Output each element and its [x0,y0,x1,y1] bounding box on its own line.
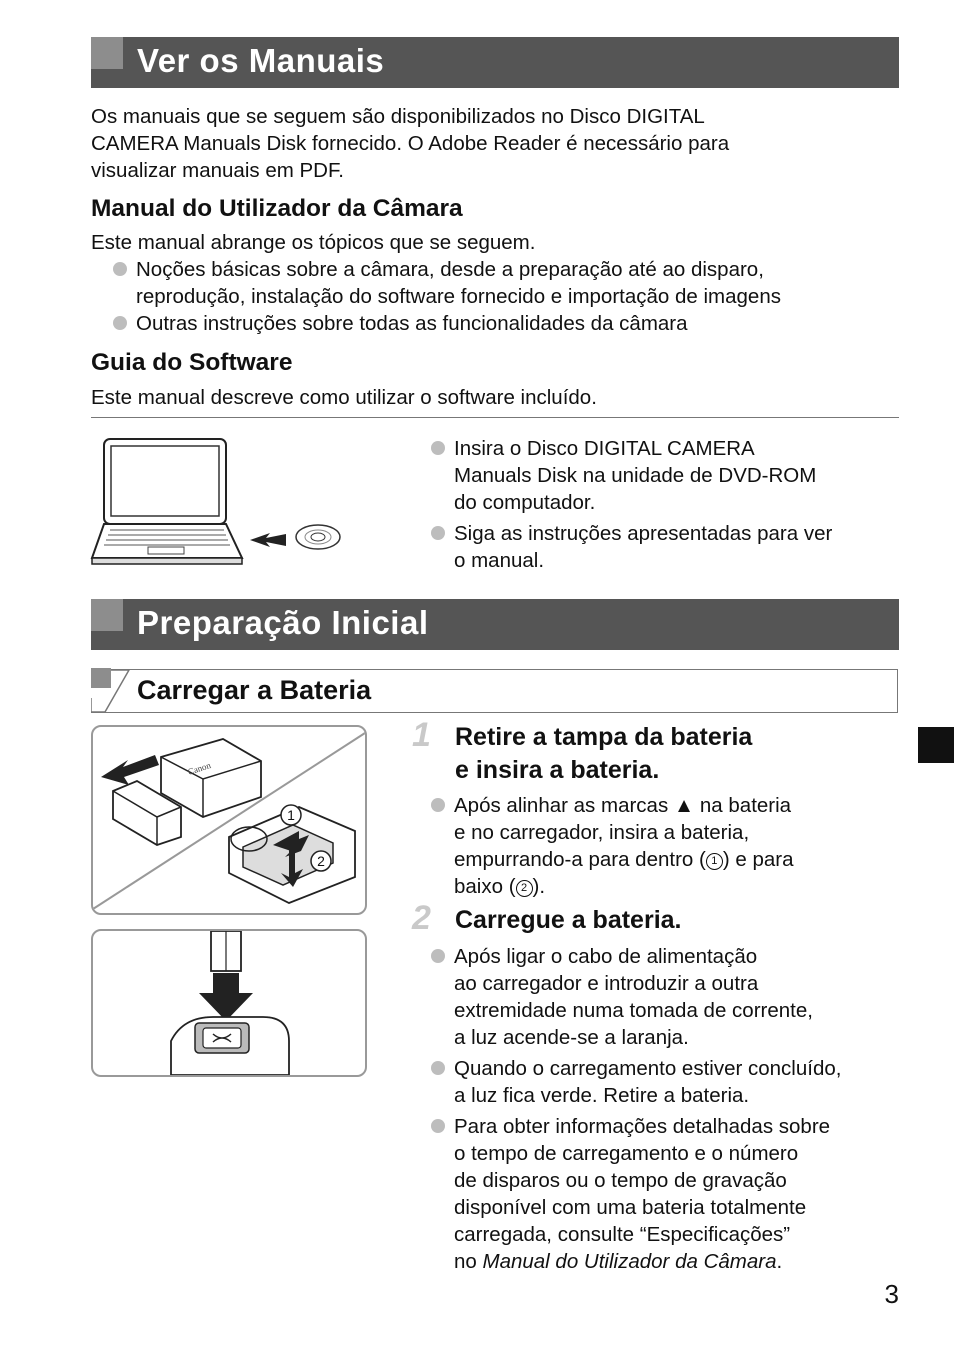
manual-heading: Manual do Utilizador da Câmara [91,195,463,222]
step-2-bullets [428,943,918,1275]
software-desc: Este manual descreve como utilizar o software incluído. [91,386,597,409]
manual-reference: Manual do Utilizador da Câmara [482,1250,777,1273]
divider [91,417,899,418]
step-1-title: Retire a tampa da bateria e insira a bateria. [455,723,753,784]
laptop-disc-illustration [90,436,350,571]
banner-square-icon [91,599,123,631]
manual-desc: Este manual abrange os tópicos que se seguem. [91,231,536,254]
circled-1-marker: 1 [706,853,723,870]
intro-paragraph: Os manuais que se seguem são disponibilizados no Disco DIGITAL CAMERA Manuals Disk fornecido. O Adobe Reader é necessário para visualizar manuais em PDF. [91,105,730,182]
list-item: Após alinhar as marcas ▲ na bateria e no carregador, insira a bateria, empurrando-a para dentro ( 1 ) e para baixo ( 2 ). [428,792,908,900]
banner-square-icon [91,37,123,69]
subsection-title: Carregar a Bateria [137,675,372,705]
power-plug-figure [91,929,367,1077]
list-item: Quando o carregamento estiver concluído, a luz fica verde. Retire a bateria. [428,1055,918,1109]
list-item: Para obter informações detalhadas sobre o tempo de carregamento e o número de disparos ou o tempo de gravação disponível com uma bateria totalmente carregada, consulte “Especificações” no Manual do Utilizador da Câmara. [428,1113,918,1275]
list-item: Outras instruções sobre todas as funcionalidades da câmara [110,310,910,337]
battery-brand-label: Canon [186,760,212,777]
chapter-tab-marker [918,727,954,763]
disc-bullet-list [428,435,908,574]
section-banner-preparacao-inicial [91,599,899,650]
list-item: Após ligar o cabo de alimentação ao carregador e introduzir a outra extremidade numa tomada de corrente, a luz acende-se a laranja. [428,943,918,1051]
section-banner-ver-os-manuais [91,37,899,88]
subsection-corner-icon [91,668,131,714]
section-title: Ver os Manuais [137,42,385,79]
step-1-bullets [428,792,908,900]
circled-2-marker: 2 [516,880,533,897]
page-number: 3 [884,1279,899,1309]
callout-2: 2 [317,853,325,869]
step-2-number: 2 [412,899,431,937]
list-item: Noções básicas sobre a câmara, desde a preparação até ao disparo, reprodução, instalação do software fornecido e importação de imagens [110,256,910,310]
battery-insert-figure [91,725,367,915]
manual-bullet-list [110,256,910,337]
software-heading: Guia do Software [91,349,293,376]
section-title: Preparação Inicial [137,604,429,641]
step-1-number: 1 [412,716,431,754]
callout-1: 1 [287,807,295,823]
subsection-banner [91,669,898,713]
step-2-title: Carregue a bateria. [455,906,682,934]
list-item: Insira o Disco DIGITAL CAMERA Manuals Disk na unidade de DVD-ROM do computador. [428,435,908,516]
list-item: Siga as instruções apresentadas para ver o manual. [428,520,908,574]
